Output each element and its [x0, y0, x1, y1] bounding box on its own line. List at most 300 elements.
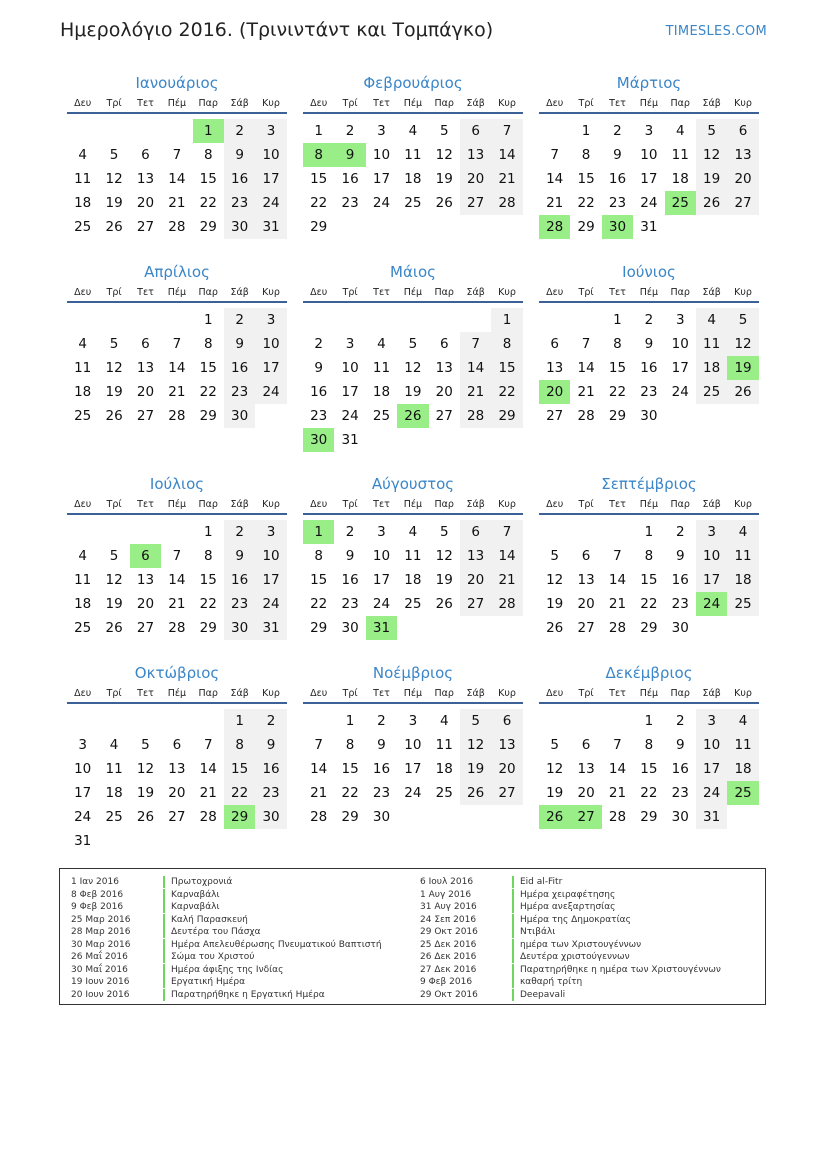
day-cell: 7 — [491, 119, 522, 143]
day-cell: 8 — [581, 147, 591, 163]
day-cell: 20 — [460, 568, 491, 592]
day-cell: 4 — [408, 123, 418, 139]
day-cell: 29 — [199, 219, 217, 235]
weekday-label: Πέμ — [167, 499, 187, 510]
day-cell: 16 — [671, 572, 689, 588]
day-cell: 15 — [577, 171, 595, 187]
holiday-day: 30 — [303, 428, 334, 452]
holiday-day: 25 — [665, 191, 696, 215]
day-cell: 19 — [404, 384, 422, 400]
day-cell: 7 — [581, 336, 591, 352]
holiday-name: ημέρα των Χριστουγέννων — [512, 939, 641, 951]
empty-cell — [161, 520, 192, 544]
day-cell: 5 — [109, 548, 119, 564]
weekday-header — [67, 497, 287, 515]
holiday-day: 30 — [602, 215, 633, 239]
day-cell: 31 — [640, 219, 658, 235]
day-cell: 22 — [310, 195, 328, 211]
empty-cell — [334, 308, 365, 332]
weekday-label: Κυρ — [734, 688, 752, 699]
weekday-header — [539, 686, 759, 704]
day-cell: 23 — [310, 408, 328, 424]
day-cell: 1 — [491, 308, 522, 332]
day-cell: 28 — [168, 219, 186, 235]
weekday-label: Δευ — [310, 287, 328, 298]
month-name: Αύγουστος — [371, 475, 455, 493]
holiday-date: 6 Ιουλ 2016 — [420, 877, 474, 887]
holiday-name: Δευτέρα χριστούγεννων — [512, 951, 630, 963]
day-cell: 24 — [404, 785, 422, 801]
day-cell: 2 — [224, 119, 255, 143]
holiday-name: Σώμα του Χριστού — [163, 951, 255, 963]
day-cell: 13 — [577, 572, 595, 588]
day-cell: 13 — [168, 761, 186, 777]
day-cell: 24 — [255, 592, 286, 616]
empty-cell — [570, 308, 601, 332]
day-cell: 7 — [550, 147, 559, 163]
day-cell: 28 — [608, 620, 627, 636]
day-cell: 26 — [105, 620, 123, 636]
day-cell: 7 — [460, 332, 491, 356]
day-cell: 19 — [546, 596, 564, 612]
day-cell: 1 — [314, 123, 323, 139]
weekday-header — [303, 686, 523, 704]
month-name: Οκτώβριος — [134, 664, 220, 682]
day-cell: 27 — [136, 620, 155, 636]
day-cell: 2 — [314, 336, 323, 352]
day-cell: 14 — [460, 356, 491, 380]
holiday-date: 1 Αυγ 2016 — [420, 889, 472, 900]
weekday-label: Σάβ — [702, 499, 721, 510]
day-cell: 10 — [372, 548, 391, 564]
day-cell: 4 — [377, 336, 386, 352]
holiday-day: 26 — [397, 404, 428, 428]
day-cell: 2 — [644, 312, 654, 328]
day-cell: 2 — [377, 713, 386, 729]
day-cell: 9 — [613, 147, 622, 163]
day-cell: 15 — [199, 360, 217, 376]
day-cell: 16 — [341, 171, 359, 187]
day-cell: 1 — [581, 123, 591, 139]
day-cell: 7 — [613, 737, 622, 753]
day-cell: 22 — [640, 785, 658, 801]
weekday-label: Πέμ — [403, 499, 423, 510]
day-grid — [67, 119, 287, 239]
day-cell: 8 — [613, 336, 622, 352]
day-cell: 13 — [727, 143, 758, 167]
day-cell: 16 — [310, 384, 328, 400]
day-cell: 21 — [577, 384, 595, 400]
day-cell: 11 — [372, 360, 391, 376]
day-cell: 15 — [640, 761, 658, 777]
day-cell: 7 — [172, 336, 182, 352]
weekday-label: Πέμ — [639, 98, 659, 109]
weekday-label: Δευ — [74, 688, 92, 699]
day-cell: 29 — [341, 809, 359, 825]
weekday-label: Τετ — [373, 98, 390, 109]
day-cell: 12 — [105, 572, 123, 588]
day-cell: 11 — [74, 360, 92, 376]
day-cell: 18 — [74, 596, 92, 612]
day-cell: 27 — [491, 781, 522, 805]
holiday-date: 26 Μαΐ 2016 — [71, 952, 128, 962]
day-cell: 17 — [640, 171, 658, 187]
day-cell: 7 — [203, 737, 213, 753]
weekday-label: Σάβ — [230, 287, 249, 298]
day-cell: 5 — [550, 548, 559, 564]
site-link[interactable]: TIMESLES.COM — [665, 24, 767, 39]
weekday-label: Δευ — [310, 688, 328, 699]
weekday-label: Τετ — [137, 499, 154, 510]
day-cell: 4 — [78, 336, 87, 352]
day-cell: 3 — [377, 123, 386, 139]
weekday-label: Πέμ — [167, 287, 187, 298]
day-cell: 29 — [640, 809, 658, 825]
holiday-list — [59, 868, 766, 1005]
holiday-name: Εργατική Ημέρα — [163, 976, 245, 988]
holiday-date: 1 Ιαν 2016 — [71, 877, 119, 887]
day-cell: 24 — [640, 195, 658, 211]
day-cell: 6 — [491, 709, 522, 733]
day-cell: 20 — [491, 757, 522, 781]
day-cell: 15 — [199, 171, 217, 187]
day-cell: 1 — [203, 524, 213, 540]
day-cell: 24 — [696, 781, 727, 805]
weekday-label: Σάβ — [466, 98, 485, 109]
holiday-name: Παρατηρήθηκε η ημέρα των Χριστουγέννων — [512, 964, 721, 976]
day-cell: 30 — [224, 215, 255, 239]
day-cell: 12 — [404, 360, 422, 376]
day-cell: 24 — [74, 809, 92, 825]
weekday-label: Παρ — [670, 688, 690, 699]
day-cell: 18 — [105, 785, 123, 801]
day-cell: 18 — [74, 195, 92, 211]
day-cell: 26 — [435, 596, 453, 612]
day-cell: 24 — [372, 596, 391, 612]
day-cell: 21 — [460, 380, 491, 404]
day-cell: 18 — [727, 568, 758, 592]
day-cell: 27 — [460, 191, 491, 215]
empty-cell — [98, 308, 129, 332]
day-cell: 16 — [224, 167, 255, 191]
day-cell: 9 — [345, 548, 355, 564]
day-cell: 6 — [460, 520, 491, 544]
weekday-header — [67, 285, 287, 303]
day-cell: 26 — [460, 781, 491, 805]
day-cell: 17 — [255, 568, 286, 592]
empty-cell — [539, 520, 570, 544]
holiday-day: 9 — [334, 143, 365, 167]
day-cell: 31 — [255, 616, 286, 640]
day-cell: 5 — [439, 123, 449, 139]
weekday-label: Κυρ — [498, 688, 516, 699]
weekday-label: Σάβ — [466, 287, 485, 298]
month-name: Δεκέμβριος — [605, 664, 693, 682]
day-cell: 5 — [439, 524, 449, 540]
day-cell: 23 — [671, 785, 689, 801]
day-cell: 17 — [255, 356, 286, 380]
day-cell: 10 — [671, 336, 689, 352]
weekday-header — [303, 285, 523, 303]
empty-cell — [570, 709, 601, 733]
day-cell: 24 — [255, 191, 286, 215]
day-cell: 23 — [224, 592, 255, 616]
day-cell: 20 — [577, 785, 595, 801]
day-cell: 21 — [168, 195, 186, 211]
holiday-day: 25 — [727, 781, 758, 805]
weekday-label: Κυρ — [734, 98, 752, 109]
day-cell: 6 — [439, 336, 449, 352]
day-cell: 6 — [581, 548, 591, 564]
day-cell: 11 — [435, 737, 453, 753]
day-cell: 18 — [404, 572, 422, 588]
day-cell: 15 — [310, 572, 328, 588]
day-cell: 26 — [727, 380, 758, 404]
empty-cell — [161, 119, 192, 143]
day-cell: 15 — [341, 761, 359, 777]
day-cell: 28 — [168, 620, 186, 636]
day-cell: 27 — [136, 219, 155, 235]
weekday-label: Δευ — [74, 287, 92, 298]
day-cell: 13 — [435, 360, 453, 376]
day-cell: 8 — [491, 332, 522, 356]
day-cell: 23 — [372, 785, 391, 801]
day-cell: 4 — [727, 520, 758, 544]
day-cell: 28 — [460, 404, 491, 428]
weekday-label: Δευ — [74, 98, 92, 109]
day-cell: 4 — [78, 548, 87, 564]
empty-cell — [460, 308, 491, 332]
day-cell: 3 — [255, 308, 286, 332]
day-cell: 22 — [341, 785, 359, 801]
day-cell: 10 — [372, 147, 391, 163]
weekday-label: Τρί — [106, 688, 122, 699]
day-cell: 12 — [727, 332, 758, 356]
holiday-name: Eid al-Fitr — [512, 876, 562, 888]
month-name: Φεβρουάριος — [363, 74, 463, 92]
day-grid — [539, 308, 759, 428]
weekday-label: Παρ — [670, 287, 690, 298]
day-cell: 3 — [255, 119, 286, 143]
day-cell: 14 — [491, 544, 522, 568]
day-cell: 20 — [168, 785, 186, 801]
empty-cell — [429, 308, 460, 332]
holiday-date: 30 Μαΐ 2016 — [71, 964, 128, 975]
empty-cell — [67, 520, 98, 544]
weekday-label: Παρ — [670, 499, 690, 510]
day-cell: 2 — [675, 713, 685, 729]
weekday-label: Τρί — [342, 499, 358, 510]
day-cell: 30 — [372, 809, 391, 825]
day-cell: 3 — [644, 123, 654, 139]
day-cell: 29 — [199, 620, 217, 636]
day-grid — [539, 520, 759, 640]
day-cell: 14 — [199, 761, 217, 777]
day-cell: 7 — [314, 737, 323, 753]
empty-cell — [303, 709, 334, 733]
day-cell: 4 — [439, 713, 449, 729]
weekday-label: Τρί — [578, 499, 594, 510]
weekday-label: Πέμ — [167, 98, 187, 109]
day-cell: 22 — [199, 384, 217, 400]
day-cell: 15 — [224, 757, 255, 781]
day-cell: 24 — [671, 384, 689, 400]
day-cell: 25 — [696, 380, 727, 404]
day-cell: 3 — [408, 713, 418, 729]
day-cell: 3 — [675, 312, 685, 328]
empty-cell — [98, 119, 129, 143]
empty-cell — [602, 520, 633, 544]
day-cell: 25 — [727, 592, 758, 616]
empty-cell — [67, 119, 98, 143]
weekday-label: Παρ — [198, 688, 218, 699]
holiday-date: 25 Δεκ 2016 — [420, 939, 477, 950]
weekday-label: Σάβ — [230, 98, 249, 109]
weekday-label: Τρί — [342, 287, 358, 298]
day-cell: 15 — [310, 171, 328, 187]
day-cell: 19 — [696, 167, 727, 191]
day-cell: 19 — [460, 757, 491, 781]
day-cell: 16 — [341, 572, 359, 588]
empty-cell — [67, 709, 98, 733]
day-cell: 13 — [136, 171, 155, 187]
weekday-label: Τετ — [609, 287, 626, 298]
holiday-date: 8 Φεβ 2016 — [71, 889, 124, 900]
day-cell: 16 — [224, 568, 255, 592]
weekday-label: Τρί — [342, 688, 358, 699]
holiday-day: 27 — [570, 805, 601, 829]
day-cell: 2 — [675, 524, 685, 540]
day-cell: 14 — [608, 572, 627, 588]
day-cell: 18 — [696, 356, 727, 380]
empty-cell — [161, 709, 192, 733]
month-block — [539, 259, 759, 428]
day-cell: 2 — [345, 524, 355, 540]
day-cell: 4 — [727, 709, 758, 733]
day-cell: 21 — [491, 568, 522, 592]
weekday-label: Πέμ — [403, 98, 423, 109]
day-cell: 6 — [141, 147, 150, 163]
holiday-day: 19 — [727, 356, 758, 380]
day-cell: 28 — [310, 809, 328, 825]
day-cell: 23 — [255, 781, 286, 805]
day-cell: 16 — [671, 761, 689, 777]
day-cell: 11 — [671, 147, 689, 163]
day-cell: 28 — [491, 592, 522, 616]
holiday-name: Καλή Παρασκευή — [163, 914, 248, 926]
day-cell: 24 — [255, 380, 286, 404]
day-cell: 17 — [74, 785, 92, 801]
day-cell: 26 — [105, 408, 123, 424]
month-name: Ιούλιος — [149, 475, 205, 493]
month-block — [539, 70, 759, 239]
day-cell: 11 — [727, 544, 758, 568]
day-cell: 25 — [435, 785, 453, 801]
day-cell: 22 — [608, 384, 627, 400]
day-cell: 9 — [255, 733, 286, 757]
day-cell: 29 — [640, 620, 658, 636]
day-cell: 10 — [255, 332, 286, 356]
day-cell: 6 — [460, 119, 491, 143]
day-cell: 26 — [136, 809, 155, 825]
day-cell: 19 — [435, 171, 453, 187]
day-cell: 8 — [203, 147, 213, 163]
month-block — [539, 660, 759, 829]
day-cell: 27 — [577, 620, 595, 636]
weekday-label: Δευ — [546, 98, 564, 109]
day-cell: 12 — [696, 143, 727, 167]
day-cell: 25 — [404, 195, 422, 211]
weekday-label: Κυρ — [262, 287, 280, 298]
empty-cell — [130, 119, 161, 143]
day-cell: 19 — [105, 384, 123, 400]
day-cell: 2 — [224, 520, 255, 544]
day-cell: 10 — [696, 733, 727, 757]
weekday-label: Παρ — [434, 98, 454, 109]
day-cell: 18 — [727, 757, 758, 781]
month-block — [67, 660, 287, 853]
day-cell: 23 — [671, 596, 689, 612]
holiday-day: 6 — [130, 544, 161, 568]
empty-cell — [602, 709, 633, 733]
weekday-label: Τρί — [578, 688, 594, 699]
day-cell: 7 — [172, 548, 182, 564]
day-cell: 12 — [105, 171, 123, 187]
day-cell: 27 — [136, 408, 155, 424]
weekday-label: Σάβ — [230, 688, 249, 699]
day-cell: 27 — [435, 408, 453, 424]
day-cell: 17 — [372, 572, 391, 588]
day-cell: 9 — [644, 336, 654, 352]
holiday-day: 20 — [539, 380, 570, 404]
day-cell: 28 — [577, 408, 595, 424]
empty-cell — [67, 308, 98, 332]
weekday-label: Τετ — [373, 688, 390, 699]
day-cell: 22 — [640, 596, 658, 612]
day-cell: 29 — [310, 219, 328, 235]
day-cell: 10 — [341, 360, 359, 376]
day-cell: 25 — [74, 620, 92, 636]
day-cell: 14 — [168, 572, 186, 588]
day-cell: 29 — [491, 404, 522, 428]
holiday-name: Δευτέρα του Πάσχα — [163, 926, 261, 938]
weekday-label: Σάβ — [466, 499, 485, 510]
day-cell: 26 — [105, 219, 123, 235]
day-cell: 28 — [168, 408, 186, 424]
day-cell: 16 — [255, 757, 286, 781]
empty-cell — [397, 308, 428, 332]
day-cell: 17 — [696, 568, 727, 592]
day-cell: 18 — [671, 171, 689, 187]
month-block — [67, 70, 287, 239]
day-cell: 4 — [675, 123, 685, 139]
day-cell: 30 — [671, 809, 689, 825]
empty-cell — [98, 709, 129, 733]
weekday-label: Κυρ — [734, 499, 752, 510]
day-cell: 19 — [105, 596, 123, 612]
day-cell: 9 — [314, 360, 323, 376]
day-cell: 16 — [224, 356, 255, 380]
holiday-date: 29 Οκτ 2016 — [420, 927, 478, 937]
holiday-name: Ημέρα της Δημοκρατίας — [512, 914, 631, 926]
day-cell: 10 — [404, 737, 422, 753]
day-cell: 5 — [727, 308, 758, 332]
day-cell: 19 — [105, 195, 123, 211]
day-cell: 30 — [640, 408, 658, 424]
empty-cell — [539, 119, 570, 143]
day-cell: 21 — [168, 384, 186, 400]
day-cell: 25 — [74, 408, 92, 424]
